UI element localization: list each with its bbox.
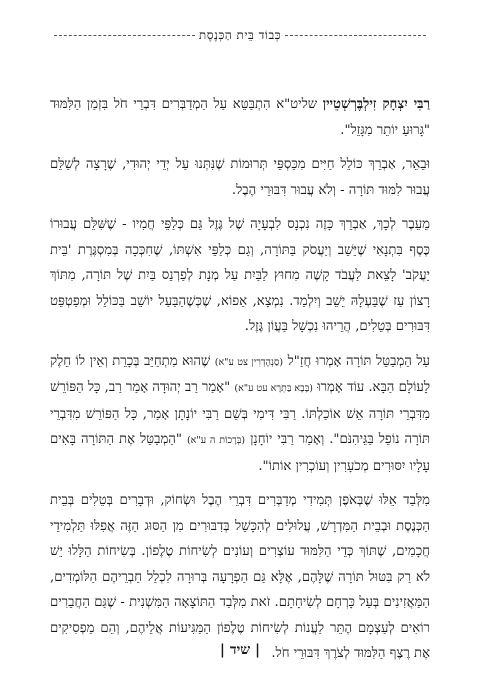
running-header	[50, 26, 430, 44]
body-text	[50, 92, 430, 667]
p4-text-b: שֶׁהוּא מִתְחַיֵּב בְּכָרֵת וְאֵין לוֹ חֵלֶק לָעוֹלָם הַבָּא. עוֹד אָמְרוּ	[50, 353, 430, 395]
p4-text-d: "הַמְבַטֵּל אֶת הַתּוֹרָה בָּאִים עָלָיו יִסּוּרִים מְכֹעָרִין וְעוֹכְרִין אוֹתוֹ".	[50, 432, 430, 474]
source-ref-bava-batra: (בָּבָא בַּתְרָא עט ע"א)	[234, 383, 313, 394]
header-rule-left	[54, 35, 195, 36]
paragraph-2: וּבֵאֵר, אַבְרֵךְ כּוֹלֵל חַיִּים מִכַּסְפֵּי תְּרוּמוֹת שֶׁנִּתְּנוּ עַל יְדֵי יְהוּדִי, שֶׁרָצָה לְשַׁלֵּם עֲבוּר לִמּוּד תּוֹרָה - וְלֹא עֲבוּר דִּבּוּרֵי הֶבֶל.	[50, 157, 430, 198]
page-number: | שיד |	[219, 642, 261, 658]
source-ref-sanhedrin: (סַנְהֶדְרִין צט ע"א)	[214, 356, 284, 368]
paragraph-4	[50, 349, 430, 480]
p4-text-c: "אָמַר רַב יְהוּדָה אָמַר רַב, כָּל הַפּוֹרֵשׁ מִדִּבְרֵי תּוֹרָה אֵשׁ אוֹכַלְתּוֹ. רַבִּי דִּימִי בְּשֵׁם רַבִּי יוֹנָתָן אָמַר, כָּל הַפּוֹרֵשׁ מִדִּבְרֵי תּוֹרָה נוֹפֵל בַּגֵּיהִנֹּם". וְאָמַר רַבִּי יוֹחָנָן	[50, 380, 430, 447]
header-rule-right	[285, 35, 426, 36]
paragraph-1	[50, 92, 430, 143]
paragraph-3: מֵעֵבֶר לְכָךְ, אַבְרֵךְ כָּזֶה נִכְנָס לִבְעָיָה שֶׁל גֶּזֶל גַּם כְּלַפֵּי חֲמִיו - שֶׁשִּׁלֵּם עֲבוּרוֹ כֶּסֶף בִּתְנָאִי שֶׁיֵּשֵׁב וְיַעֲסֹק בַּתּוֹרָה, וְגַם כְּלַפֵּי אִשְׁתּוֹ, שֶׁחִכְּכָה בְּמִסְגֶּרֶת 'בֵּית יַעֲקֹב' לָצֵאת לַעֲבֹד קָשֶׁה מִחוּץ לַבַּיִת עַל מְנָת לְפַרְנֵס בַּיִת שֶׁל תּוֹרָה, מִתּוֹךְ רָצוֹן עַז שֶׁבַּעְלָהּ יֵשֵׁב וְיִלְמַד. נִמְצָא, אֵפוֹא, שֶׁכְּשֶׁהַבַּעַל יוֹשֵׁב בַּכּוֹלֵל וּמְפַטְפֵּט דִּבּוּרִים בְּטֵלִים, הֲרֵיהוּ נִכְשָׁל בַּעֲוֹן גֶּזֶל.	[50, 217, 430, 334]
header-title: כְּבוֹד בֵּית הַכְּנֶסֶת	[198, 27, 282, 42]
paragraph-1-text: שליט"א הִתְבַּטֵּא עַל הַמְדַבְּרִים דִּבְרֵי חֹל בִּזְמַן הַלִּמּוּד "גָּרוּעַ יוֹתֵר מִגָּזֵל".	[50, 97, 430, 138]
source-ref-berachot: (בְּרָכוֹת ה ע"א)	[186, 435, 246, 446]
paragraph-5: מִלְּבַד אֵלּוּ שֶׁבְּאֹפֶן תְּמִידִי מְדַבְּרִים דִּבְרֵי הֶבֶל וּשְׂחוֹק, וּדְבָרִים בְּטֵלִים בְּבֵית הַכְּנֶסֶת וּבְבֵית הַמִּדְרָשׁ, עֲלוּלִים לְהִכָּשֵׁל בְּדִבּוּרִים מִן הַסּוּג הַזֶּה אֲפִלּוּ תַּלְמִידֵי חֲכָמִים, שֶׁתּוֹךְ כְּדֵי הַלִּמּוּד עוֹצְרִים וְעוֹנִים לְשִׂיחוֹת טֶלֶפוֹן. בְּשִׂיחוֹת הַלָּלוּ יֵשׁ לֹא רַק בִּטּוּל תּוֹרָה שֶׁלָּהֶם, אֶלָּא גַּם הַפְרָעָה בְּרוּרָה לִכְלַל חַבְרֵיהֶם הַלּוֹמְדִים, הַמַּאֲזִינִים בְּעַל כָּרְחָם לְשִׂיחָתָם. זֹאת מִלְּבַד הַתּוֹצָאָה הַמִּשְׁנִית - שֶׁגַּם הַחֲבֵרִים רוֹאִים לְעַצְמָם הֶתֵּר לַעֲנוֹת לְשִׂיחוֹת טֶלֶפוֹן הַמַּגִּיעוֹת אֲלֵיהֶם, וְהֵם מַפְסִיקִים אֶת רֶצֶף הַלִּמּוּד לְצֹרֶךְ דִּבּוּרֵי חֹל.	[50, 493, 430, 661]
rabbi-name: רַבִּי יִצְחָק זִילְבֶּרְשְׁטֵיין	[322, 97, 431, 112]
p4-text-a: עַל הַמְבַטֵּל תּוֹרָה אָמְרוּ חֲזַ"ל	[283, 353, 430, 369]
